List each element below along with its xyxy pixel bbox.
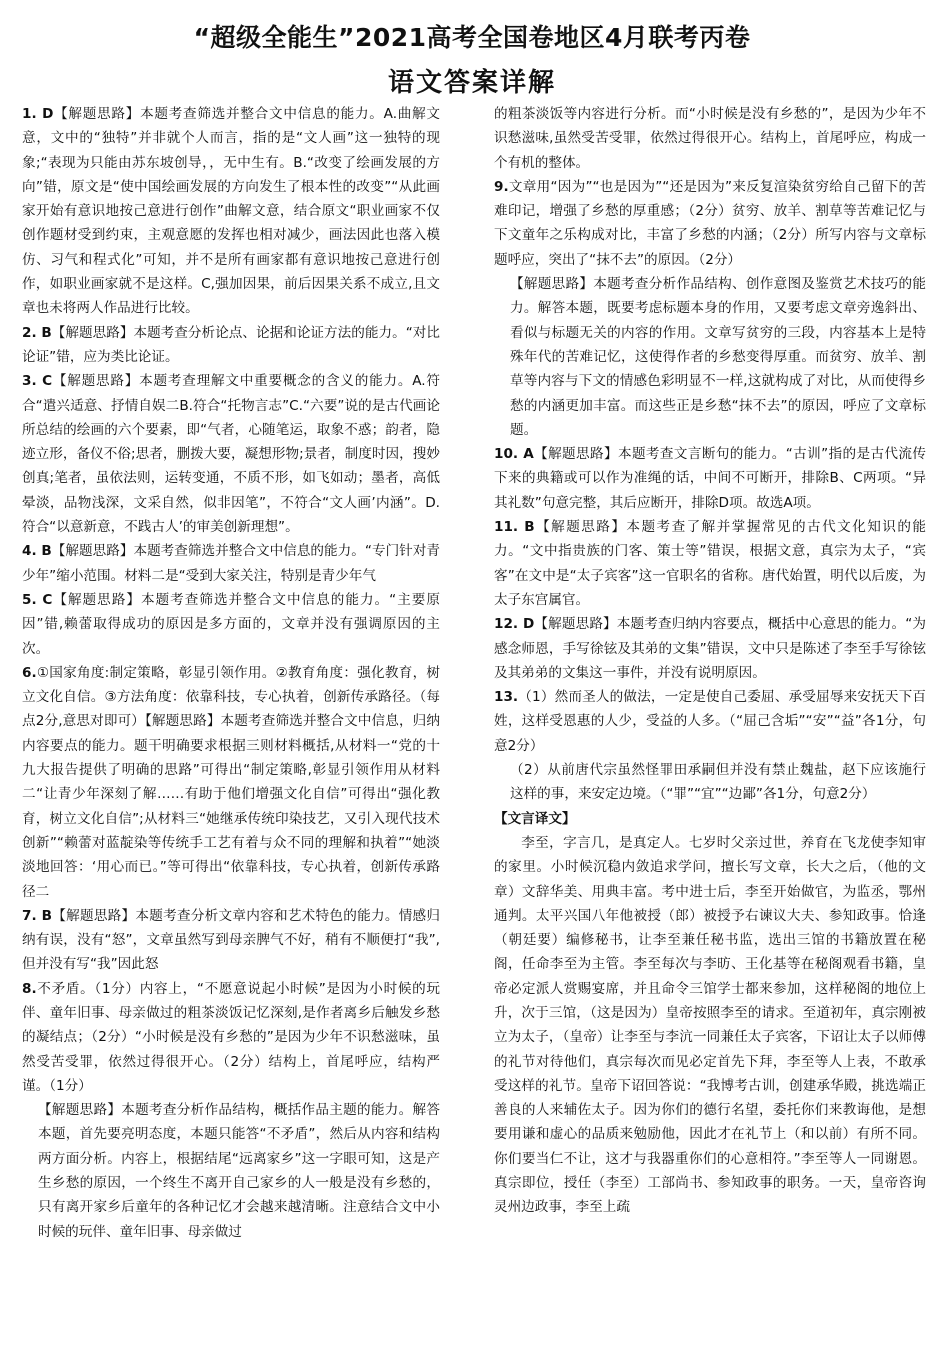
answer-item: 13.（1）然而圣人的做法，一定是使自己委屈、承受屈辱来安抚天下百姓，这样受恩惠的人少，受益的人多。（“屈己含垢”“安”“益”各1分，句意2分） (494, 689, 926, 754)
answer-item: 1. D【解题思路】本题考查筛选并整合文中信息的能力。A.曲解文意，文中的“独特”并非就个人而言，指的是“文人画”这一独特的现象;“表现为只能由苏东坡创导，，无中生有。B.“改变了绘画发展的方向”错，原文是“使中国绘画发展的方向发生了根本性的改变”“从此画家开始有意识地按己意进行创作”曲解文意，结合原文“职业画家不仅创作题材受到约束，主观意愿的发挥也相对减少，画法因此也落入模仿、习气和程式化”可知，并不是所有画家都有意识地按己意进行创作，如职业画家就不是这样。C,强加因果，前后因果关系不成立,且文章也未将两人作品进行比较。 (22, 106, 440, 317)
document-title: “超级全能生”2021高考全国卷地区4月联考丙卷 (193, 23, 751, 52)
answer-item: 7. B【解题思路】本题考查分析文章内容和艺术特色的能力。情感归纳有误，没有“怒”，文章虽然写到母亲脾气不好，稍有不顺便打“我”,但并没有写“我”因此怒 (22, 907, 440, 973)
analysis-paragraph: 【解题思路】本题考查分析作品结构，概括作品主题的能力。解答本题，首先要亮明态度，本题只能答“不矛盾”，然后从内容和结构两方面分析。内容上，根据结尾“远离家乡”这一字眼可知，这是产生乡愁的原因，一个终生不离开自己家乡的人一般是没有乡愁的，只有离开家乡后童年的各种记忆才会越来越清晰。注意结合文中小时候的玩伴、童年旧事、母亲做过 (38, 1102, 440, 1240)
answer-item: 2. B【解题思路】本题考查分析论点、论据和论证方法的能力。“对比论证”错，应为类比论证。 (22, 324, 440, 365)
left-column (22, 102, 440, 1350)
answer-item: 9.文章用“因为”“也是因为”“还是因为”来反复渲染贫穷给自己留下的苦难印记，增强了乡愁的厚重感；（2分）贫穷、放羊、割草等苦难记忆与下文童年之乐构成对比，丰富了乡愁的内涵；（2分）所写内容与文章标题呼应，突出了“抹不去”的原因。（2分） (494, 178, 926, 268)
answer-item: 3. C【解题思路】本题考查理解文中重要概念的含义的能力。A.符合“遣兴适意、抒情自娱二B.符合“托物言志”C.“六要”说的是古代画论所总结的绘画的六个要素，即“气者，心随笔运，取象不惑；韵者，隐迹立形，备仪不俗;思者，删拨大要，凝想形物;景者，制度时因，搜妙创真;笔者，虽依法则，运转变通，不质不形，如飞如动；墨者，高低晕淡，品物浅深，文采自然，似非因笔”，不符合“文人画’内涵”。D.符合“以意新意，不践古人’的审美创新理想”。 (22, 373, 440, 536)
translation-text: 李至，字言几，是真定人。七岁时父亲过世，养育在飞龙使李知审的家里。小时候沉稳内敛追求学问，擅长写文章，长大之后，（他的文章）文辞华美、用典丰富。考中进士后，李至开始做官，为监丞，鄂州通判。太平兴国八年他被授（郎）被授予右谏议大夫、参知政事。恰逢（朝廷要）编修秘书，让李至兼任秘书监，选出三馆的书籍放置在秘阁，任命李至为主管。李至每次与李昉、王化基等在秘阁观看书籍，皇帝必定派人赏赐宴席，并且命令三馆学士都来参加，这样秘阁的地位上升，次于三馆，（这是因为）皇帝按照李至的请求。至道初年，真宗刚被立为太子，（皇帝）让李至与李沆一同兼任太子宾客，下诏让太子以师傅的礼节对待他们，真宗每次而见必定首先下拜，李至等人上表，不敢承受这样的礼节。皇帝下诏回答说：“我博考古训，创建承华殿，挑选端正善良的人来辅佐太子。因为你们的德行名望，委托你们来教诲他，是想要用谦和虚心的品质来勉励他，因此才在礼节上（和以前）有所不同。你们要当仁不让，这才与我器重你们的心意相符。”李至等人一同谢恩。真宗即位，授任（李至）工部尚书、参知政事的职务。一天，皇帝咨询灵州边政事，李至上疏 (494, 834, 926, 1216)
translation-heading: 【文言译文】 (494, 810, 576, 827)
right-column (494, 102, 926, 1350)
answer-item: 12. D【解题思路】本题考查归纳内容要点，概括中心意思的能力。“为感念师恩，手写徐铉及其弟的文集”错误，文中只是陈述了李至手写徐铉及其弟弟的文集这一事件，并没有说明原因。 (494, 616, 926, 681)
document-subtitle: 语文答案详解 (387, 68, 556, 98)
answer-item: 11. B【解题思路】本题考查了解并掌握常见的古代文化知识的能力。“文中指贵族的门客、策士等”错误，根据文意，真宗为太子，“宾客”在文中是“太子宾客”这一官职名的省称。唐代始置，明代以后废，为太子东宫属官。 (494, 519, 926, 608)
analysis-paragraph: 【解题思路】本题考查分析作品结构、创作意图及鉴赏艺术技巧的能力。解答本题，既要考虑标题本身的作用，又要考虑文章旁逸斜出、看似与标题无关的内容的作用。文章写贫穷的三段，内容基本上是特殊年代的苦难记忆，这使得作者的乡愁变得厚重。而贫穷、放羊、割草等内容与下文的情感色彩明显不一样,这就构成了对比，从而使得乡愁的内涵更加丰富。而这些正是乡愁“抹不去”的原因，呼应了文章标题。 (510, 276, 926, 438)
answer-item: 6.①国家角度:制定策略，彰显引领作用。②教育角度：强化教育，树立文化自信。③方法角度：依靠科技，专心执着，创新传承路径。（每点2分,意思对即可）【解题思路】本题考查筛选并整合文中信息，归纳内容要点的能力。题干明确要求根据三则材料概括,从材料一“党的十九大报告提供了明确的思路”可得出“制定策略,彰显引领作用从材料二“让青少年深刻了解……有助于他们增强文化自信”可得出“强化教育，树立文化自信”;从材料三“她继承传统印染技艺，又引入现代技术创新”“赖蕾对蓝靛染等传统手工艺有着与众不同的理解和执着”“她淡淡地回答：‘用心而已。”等可得出“依靠科技，专心执着，创新传承路径二 (22, 664, 440, 900)
analysis-continued: 的粗茶淡饭等内容进行分析。而“小时候是没有乡愁的”，是因为少年不识愁滋味,虽然受苦受罪，依然过得很开心。结构上，首尾呼应，构成一个有机的整体。 (494, 106, 926, 171)
answer-item: 8.不矛盾。（1分）内容上，“不愿意说起小时候”是因为小时候的玩伴、童年旧事、母亲做过的粗茶淡饭记忆深刻,是作者离乡后触发乡愁的凝结点；（2分）“小时候是没有乡愁的”是因为少年不识愁滋味，虽然受苦受罪，依然过得很开心。（2分）结构上，首尾呼应，结构严谨。（1分） (22, 980, 440, 1094)
answer-item: 10. A【解题思路】本题考查文言断句的能力。“古训”指的是古代流传下来的典籍或可以作为准绳的话，中间不可断开，排除B、C两项。“异其礼数”句意完整，其后应断开，排除D项。故选A项。 (494, 446, 926, 511)
answer-item: 5. C【解题思路】本题考查筛选并整合文中信息的能力。“主要原因”错,赖蕾取得成功的原因是多方面的，文章并没有强调原因的主次。 (22, 591, 440, 657)
answer-item: 4. B【解题思路】本题考查筛选并整合文中信息的能力。“专门针对青少年”缩小范围。材料二是“受到大家关注，特别是青少年气 (22, 543, 440, 584)
answer-subitem: （2）从前唐代宗虽然怪罪田承嗣但并没有禁止魏盐，赵下应该施行这样的事，来安定边境。（“罪”“宜”“边鄙”各1分，句意2分） (510, 762, 926, 803)
